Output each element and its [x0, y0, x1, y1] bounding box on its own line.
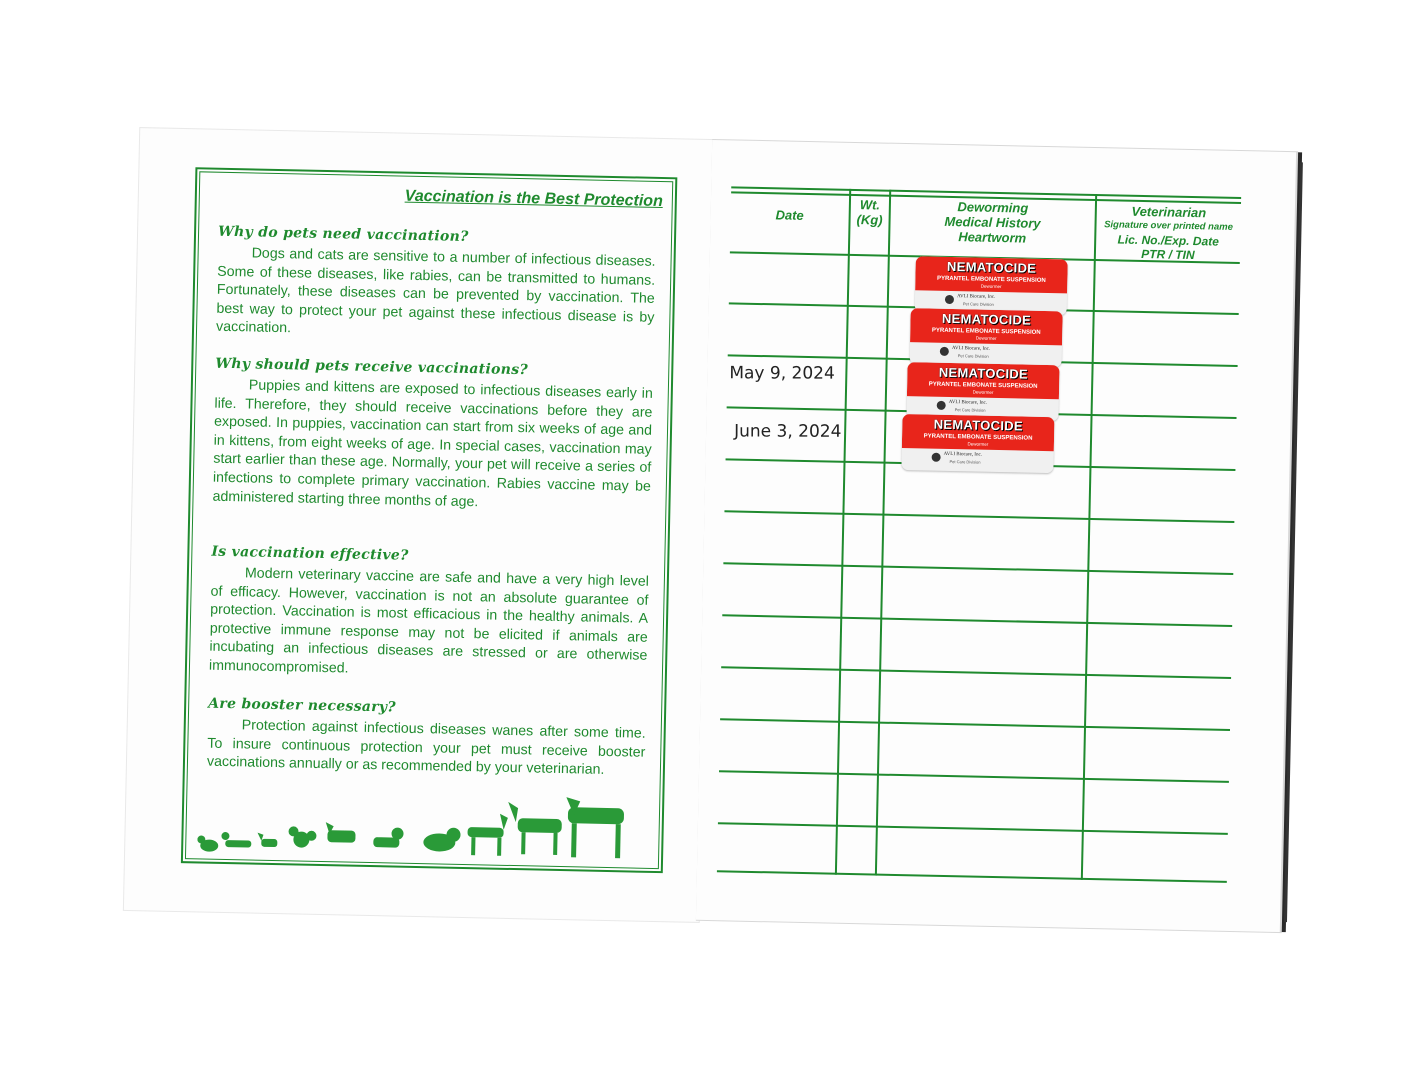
question-heading: Is vaccination effective? [211, 543, 409, 564]
handwritten-date: June 3, 2024 [734, 421, 842, 442]
header-date: Date [775, 207, 804, 223]
paragraph: Dogs and cats are sensitive to a number of infectious diseases. Some of these diseases, like rabies, can be transmitted to humans. Fortunately, these diseases can be prevented by vaccination. The best way to protect your pet against these infectious disease is by vaccination. [215, 245, 656, 337]
deworming-record-table [717, 186, 1241, 887]
question-heading: Are booster necessary? [208, 695, 397, 716]
handwritten-date: May 9, 2024 [729, 363, 835, 384]
page-title: Vaccination is the Best Protection [404, 187, 664, 211]
header-veterinarian: Veterinarian Signature over printed name Lic. No./Exp. Date PTR / TIN [1104, 203, 1234, 263]
dewormer-sticker: NEMATOCIDE PYRANTEL EMBONATE SUSPENSION Dewormer AVLI Biocare, Inc. Pet Care Division [901, 414, 1054, 473]
dewormer-sticker: NEMATOCIDE PYRANTEL EMBONATE SUSPENSION Dewormer AVLI Biocare, Inc. Pet Care Division [915, 256, 1068, 315]
content-frame [181, 167, 677, 873]
paragraph: Modern veterinary vaccine are safe and have a very high level of efficacy. However, vaccination is not an absolute guarantee of protection. Vaccination is most efficacious in the healthy animals. A protective immune response may not be elicited if animals are incubating an infectious diseases are stressed or are otherwise immunocompromised. [208, 565, 650, 677]
paragraph: Protection against infectious diseases wanes after some time. To insure continuous protection your pet must receive booster vaccinations annually or as recommended by your veterinarian. [206, 717, 646, 779]
header-weight: Wt. (Kg) [856, 197, 883, 228]
paragraph: Puppies and kittens are exposed to infectious diseases early in life. Therefore, they should receive vaccinations before they are exposed. In puppies, vaccination can start from six weeks of age and in kittens, from eight weeks of age. In special cases, vaccination may start earlier than these age. Normally, your pet will receive a series of infections to complete primary vaccination. Rabies vaccine may be administered starting three months of age. [212, 377, 653, 510]
company-logo-icon [940, 347, 949, 356]
dewormer-sticker: NEMATOCIDE PYRANTEL EMBONATE SUSPENSION Dewormer AVLI Biocare, Inc. Pet Care Division [906, 362, 1059, 421]
company-logo-icon [932, 453, 941, 462]
left-page [124, 128, 715, 922]
company-logo-icon [937, 401, 946, 410]
header-deworming: Deworming Medical History Heartworm [944, 199, 1041, 246]
question-heading: Why do pets need vaccination? [217, 223, 469, 245]
dewormer-sticker: NEMATOCIDE PYRANTEL EMBONATE SUSPENSION Dewormer AVLI Biocare, Inc. Pet Care Division [910, 308, 1063, 367]
right-page [696, 140, 1296, 932]
dog-silhouettes-illustration [197, 789, 648, 864]
company-logo-icon [945, 295, 954, 304]
question-heading: Why should pets receive vaccinations? [215, 355, 529, 379]
